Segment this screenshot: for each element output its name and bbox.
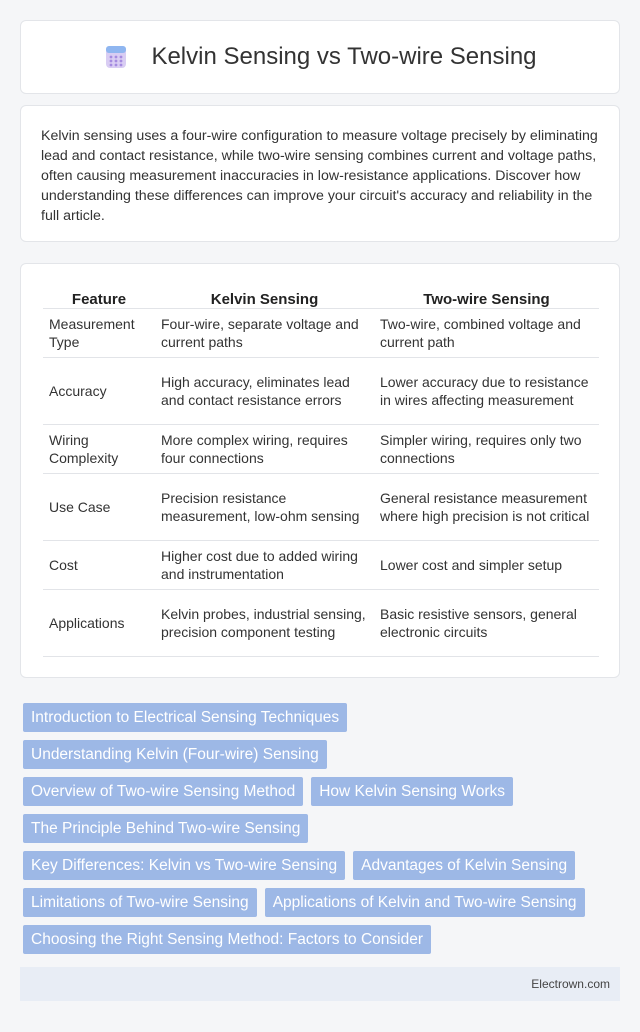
topic-tag[interactable]: Understanding Kelvin (Four-wire) Sensing — [23, 740, 327, 769]
title-card — [20, 20, 620, 94]
table-cell: Kelvin probes, industrial sensing, precision component testing — [155, 589, 374, 656]
table-row — [43, 424, 599, 473]
tag-row — [23, 888, 623, 925]
topic-tag[interactable]: The Principle Behind Two-wire Sensing — [23, 814, 308, 843]
table-row — [43, 308, 599, 357]
table-cell: General resistance measurement where high precision is not critical — [374, 473, 599, 540]
intro-text: Kelvin sensing uses a four-wire configuration to measure voltage precisely by eliminating lead and contact resistance, while two-wire sensing combines current and voltage paths, often causing measurement inaccuracies in low-resistance applications. Discover how understanding these differences can improve your circuit's accuracy and reliability in the full article. — [41, 128, 598, 224]
footer-site-link[interactable]: Electrown.com — [531, 977, 610, 991]
page-title: Kelvin Sensing vs Two-wire Sensing — [151, 43, 537, 70]
intro-card — [20, 105, 620, 242]
table-row — [43, 589, 599, 656]
topic-tag[interactable]: Key Differences: Kelvin vs Two-wire Sensing — [23, 851, 345, 880]
comparison-table — [43, 282, 599, 657]
table-cell: Lower accuracy due to resistance in wires affecting measurement — [374, 357, 599, 424]
table-cell: Wiring Complexity — [43, 424, 155, 473]
table-row — [43, 540, 599, 589]
topic-tag[interactable]: Introduction to Electrical Sensing Techniques — [23, 703, 347, 732]
table-cell: Accuracy — [43, 357, 155, 424]
comparison-table-card — [20, 263, 620, 678]
tag-row — [23, 703, 623, 740]
table-cell: Applications — [43, 589, 155, 656]
table-cell: More complex wiring, requires four connections — [155, 424, 374, 473]
topic-tag[interactable]: Choosing the Right Sensing Method: Factors to Consider — [23, 925, 431, 954]
table-cell: Cost — [43, 540, 155, 589]
calculator-icon — [103, 44, 129, 70]
tag-row — [23, 740, 623, 777]
topic-tag[interactable]: Limitations of Two-wire Sensing — [23, 888, 257, 917]
tag-row — [23, 925, 623, 962]
table-cell: Basic resistive sensors, general electronic circuits — [374, 589, 599, 656]
table-header-row — [43, 282, 599, 308]
table-cell: Precision resistance measurement, low-ohm sensing — [155, 473, 374, 540]
footer — [20, 967, 620, 1001]
tag-row — [23, 777, 623, 814]
table-row — [43, 357, 599, 424]
tag-row — [23, 851, 623, 888]
tag-row — [23, 814, 623, 851]
table-cell: Simpler wiring, requires only two connections — [374, 424, 599, 473]
table-cell: Four-wire, separate voltage and current paths — [155, 308, 374, 357]
topic-tag[interactable]: Overview of Two-wire Sensing Method — [23, 777, 303, 806]
table-cell: Higher cost due to added wiring and instrumentation — [155, 540, 374, 589]
table-cell: Two-wire, combined voltage and current path — [374, 308, 599, 357]
table-row — [43, 473, 599, 540]
table-cell: Lower cost and simpler setup — [374, 540, 599, 589]
header-kelvin: Kelvin Sensing — [155, 282, 374, 308]
topic-tag[interactable]: How Kelvin Sensing Works — [311, 777, 513, 806]
header-feature: Feature — [43, 282, 155, 308]
table-cell: High accuracy, eliminates lead and contact resistance errors — [155, 357, 374, 424]
topic-tags — [23, 703, 623, 962]
table-cell: Measurement Type — [43, 308, 155, 357]
topic-tag[interactable]: Applications of Kelvin and Two-wire Sensing — [265, 888, 585, 917]
header-two-wire: Two-wire Sensing — [374, 282, 599, 308]
table-cell: Use Case — [43, 473, 155, 540]
topic-tag[interactable]: Advantages of Kelvin Sensing — [353, 851, 575, 880]
